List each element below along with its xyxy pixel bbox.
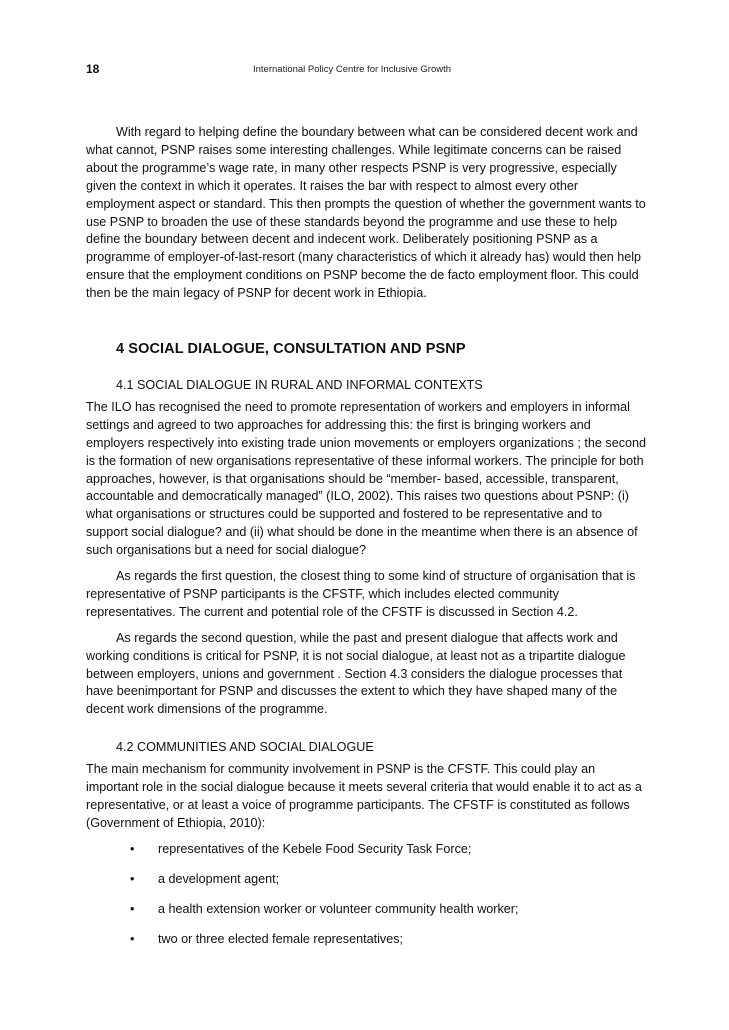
section-4-1-paragraph-3: As regards the second question, while the past and present dialogue that affects work and working conditions is critical for PSNP, it is not social dialogue, at least not as a tripartite dialogue between employers, unions and government . Section 4.3 considers the dialogue processes that have beenimportant for PSNP and discusses the extent to which they have shaped many of the decent work dimensions of the programme. (86, 630, 626, 717)
bullet-icon: • (130, 841, 135, 856)
section-4-2-heading: 4.2 COMMUNITIES AND SOCIAL DIALOGUE (116, 740, 374, 755)
section-4-1-heading: 4.1 SOCIAL DIALOGUE IN RURAL AND INFORMAL CONTEXTS (116, 377, 483, 392)
section-4-2-paragraph-1: The main mechanism for community involvement in PSNP is the CFSTF. This could play an important role in the social dialogue because it meets several criteria that would enable it to act as a representative, or at least a voice of programme participants. The CFSTF is constituted as follows (Government of Ethiopia, 2010): (86, 762, 642, 830)
page-body (86, 124, 646, 960)
list-item (86, 841, 646, 859)
list-item-text: a development agent; (158, 871, 280, 886)
bullet-icon: • (130, 931, 135, 946)
bullet-icon: • (130, 871, 135, 886)
intro-paragraph: With regard to helping define the boundary between what can be considered decent work and what cannot, PSNP raises some interesting challenges. While legitimate concerns can be raised about the programme’s wage rate, in many other respects PSNP is very progressive, especially given the context in which it operates. It raises the bar with respect to almost every other employment aspect or standard. This then prompts the question of whether the government wants to use PSNP to broaden the use of these standards beyond the programme and use these to help define the boundary between decent and indecent work. Deliberately positioning PSNP as a programme of employer-of-last-resort (many characteristics of which it already has) would then help ensure that the employment conditions on PSNP become the de facto employment floor. This could then be the main legacy of PSNP for decent work in Ethiopia. (86, 125, 646, 301)
section-4-1-paragraph-1: The ILO has recognised the need to promote representation of workers and employers in informal settings and agreed to two approaches for addressing this: the first is bringing workers and employers respectively into existing trade union movements or employers organizations ; the second is the formation of new organisations representative of these informal workers. The principle for both approaches, however, is that organisations should be “member- based, accessible, transparent, accountable and democratically managed” (ILO, 2002). This raises two questions about PSNP: (i) what organisations or structures could be supported and fostered to be representative and to support social dialogue? and (ii) what should be done in the meantime when there is an absence of such organisations but a need for social dialogue? (86, 399, 647, 558)
list-item (86, 901, 646, 919)
list-item-text: representatives of the Kebele Food Security Task Force; (158, 841, 472, 856)
section-4-1-paragraph-2: As regards the first question, the closest thing to some kind of structure of organisation that is representative of PSNP participants is the CFSTF, which includes elected community representatives. The current and potential role of the CFSTF is discussed in Section 4.2. (86, 569, 636, 619)
page-number: 18 (86, 62, 100, 76)
list-item (86, 931, 646, 949)
list-item-text: two or three elected female representatives; (158, 931, 404, 946)
running-header: International Policy Centre for Inclusive Growth (253, 64, 452, 75)
bullet-icon: • (130, 901, 135, 916)
list-item-text: a health extension worker or volunteer community health worker; (158, 901, 519, 916)
section-4-heading: 4 SOCIAL DIALOGUE, CONSULTATION AND PSNP (116, 341, 466, 358)
cfstf-composition-list (86, 841, 646, 949)
list-item (86, 871, 646, 889)
